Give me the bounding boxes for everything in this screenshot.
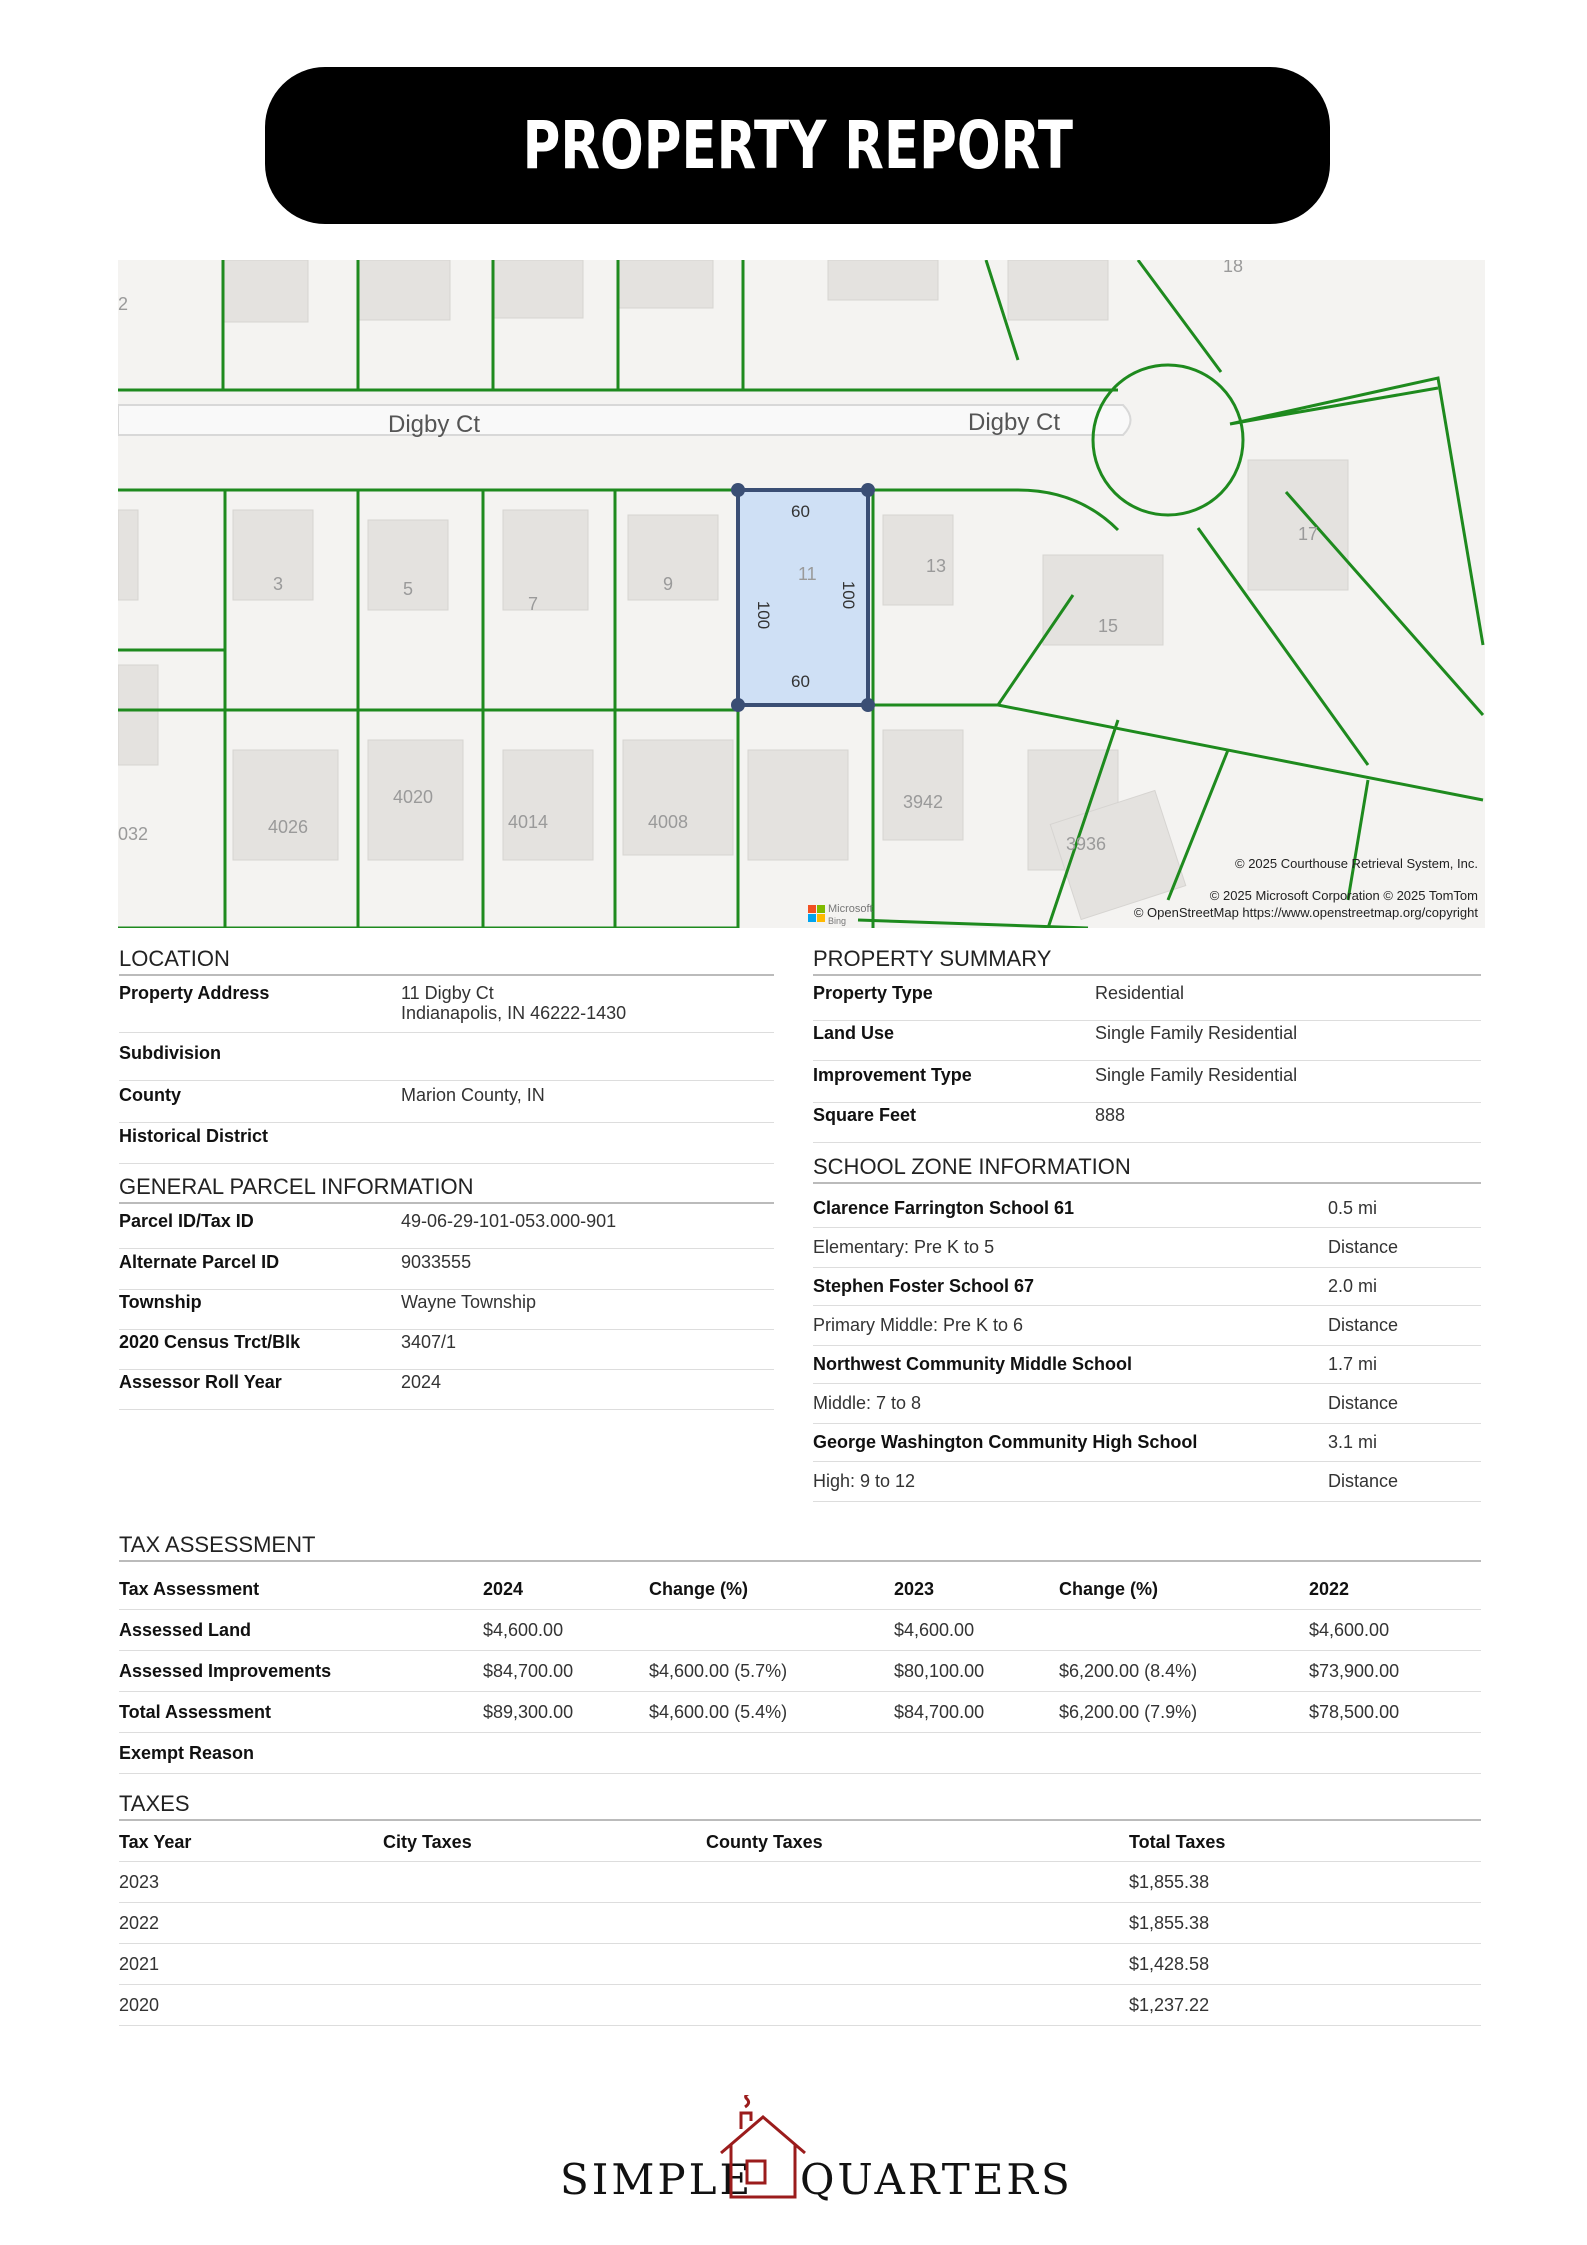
school-row bbox=[813, 1384, 1481, 1424]
column-header: Change (%) bbox=[649, 1579, 748, 1599]
parcel-number: 2 bbox=[118, 294, 129, 314]
row-label: County bbox=[119, 1085, 181, 1105]
row-value: 3407/1 bbox=[401, 1332, 457, 1352]
school-level: Middle: 7 to 8 bbox=[813, 1393, 922, 1413]
table-cell: $4,600.00 bbox=[1309, 1619, 1390, 1640]
school-distance: 2.0 mi bbox=[1328, 1276, 1378, 1296]
row-value: 11 Digby Ct bbox=[401, 983, 494, 1003]
column-header: Total Taxes bbox=[1129, 1832, 1226, 1852]
parcel-map[interactable] bbox=[118, 260, 1485, 928]
row-label: Square Feet bbox=[813, 1105, 917, 1125]
distance-label: Distance bbox=[1328, 1237, 1399, 1257]
table-cell: $89,300.00 bbox=[483, 1701, 574, 1722]
row-label: Assessed Improvements bbox=[119, 1660, 332, 1681]
row-label: Improvement Type bbox=[813, 1065, 972, 1085]
table-row bbox=[119, 1692, 1481, 1733]
row-label: Property Address bbox=[119, 983, 270, 1003]
general-parcel-title: GENERAL PARCEL INFORMATION bbox=[119, 1174, 774, 1204]
parcel-number: 3942 bbox=[903, 792, 944, 812]
school-row bbox=[813, 1268, 1481, 1306]
parcel-row bbox=[119, 1211, 774, 1249]
location-row bbox=[119, 1043, 774, 1081]
column-header: 2022 bbox=[1309, 1579, 1350, 1599]
school-row bbox=[813, 1424, 1481, 1462]
row-label: Parcel ID/Tax ID bbox=[119, 1211, 254, 1231]
summary-row bbox=[813, 1105, 1481, 1143]
table-row bbox=[119, 1985, 1481, 2026]
school-row bbox=[813, 1228, 1481, 1268]
parcel-number: 3 bbox=[273, 574, 284, 594]
column-header: County Taxes bbox=[706, 1832, 823, 1852]
column-header: 2023 bbox=[894, 1579, 935, 1599]
school-row bbox=[813, 1306, 1481, 1346]
table-cell: $6,200.00 (8.4%) bbox=[1059, 1660, 1198, 1681]
column-header: 2024 bbox=[483, 1579, 524, 1599]
school-row bbox=[813, 1346, 1481, 1384]
parcel-number: 4020 bbox=[393, 787, 434, 807]
table-cell: 2023 bbox=[119, 1871, 160, 1892]
table-row bbox=[119, 1862, 1481, 1903]
school-name: Northwest Community Middle School bbox=[813, 1354, 1133, 1374]
table-cell: $4,600.00 (5.7%) bbox=[649, 1660, 788, 1681]
table-cell: $73,900.00 bbox=[1309, 1660, 1400, 1681]
column-header: City Taxes bbox=[383, 1832, 472, 1852]
taxes-title: TAXES bbox=[119, 1791, 1481, 1821]
row-value: Indianapolis, IN 46222-1430 bbox=[401, 1003, 627, 1023]
school-distance: 0.5 mi bbox=[1328, 1198, 1378, 1218]
table-header-row bbox=[119, 1824, 1481, 1862]
row-label: Land Use bbox=[813, 1023, 895, 1043]
table-cell: $4,600.00 bbox=[483, 1619, 564, 1640]
row-label: Assessed Land bbox=[119, 1619, 252, 1640]
parcel-number: 4008 bbox=[648, 812, 689, 832]
parcel-number: 4026 bbox=[268, 817, 309, 837]
column-header: Change (%) bbox=[1059, 1579, 1158, 1599]
school-level: Elementary: Pre K to 5 bbox=[813, 1237, 995, 1257]
summary-row bbox=[813, 983, 1481, 1021]
row-label: 2020 Census Trct/Blk bbox=[119, 1332, 301, 1352]
location-row bbox=[119, 983, 774, 1033]
table-cell: $78,500.00 bbox=[1309, 1701, 1400, 1722]
school-level: Primary Middle: Pre K to 6 bbox=[813, 1315, 1024, 1335]
row-value: 49-06-29-101-053.000-901 bbox=[401, 1211, 617, 1231]
table-cell: $80,100.00 bbox=[894, 1660, 985, 1681]
row-label: Township bbox=[119, 1292, 202, 1312]
row-value: Marion County, IN bbox=[401, 1085, 545, 1105]
table-cell: $84,700.00 bbox=[483, 1660, 574, 1681]
tax-assessment-table bbox=[119, 1570, 1481, 1774]
table-cell: $4,600.00 bbox=[894, 1619, 975, 1640]
parcel-dim-bottom: 60 bbox=[791, 672, 810, 691]
row-label: Exempt Reason bbox=[119, 1742, 255, 1763]
table-cell: $4,600.00 (5.4%) bbox=[649, 1701, 788, 1722]
table-cell: $1,237.22 bbox=[1129, 1994, 1210, 2015]
row-value: Single Family Residential bbox=[1095, 1023, 1298, 1043]
title-banner bbox=[265, 67, 1330, 224]
row-value: Residential bbox=[1095, 983, 1185, 1003]
parcel-row bbox=[119, 1252, 774, 1290]
distance-label: Distance bbox=[1328, 1315, 1399, 1335]
taxes-table bbox=[119, 1824, 1481, 2026]
page-title: PROPERTY REPORT bbox=[522, 107, 1073, 184]
parcel-number: 7 bbox=[528, 594, 539, 614]
location-title: LOCATION bbox=[119, 946, 774, 976]
map-attribution: © OpenStreetMap https://www.openstreetmap.org/copyright bbox=[1133, 905, 1478, 920]
school-name: Stephen Foster School 67 bbox=[813, 1276, 1035, 1296]
street-label: Digby Ct bbox=[388, 411, 481, 438]
parcel-row bbox=[119, 1372, 774, 1410]
property-summary-title: PROPERTY SUMMARY bbox=[813, 946, 1481, 976]
parcel-number: 18 bbox=[1223, 260, 1244, 276]
parcel-number: 13 bbox=[926, 556, 947, 576]
parcel-number: 032 bbox=[118, 824, 149, 844]
school-zone-table bbox=[813, 1190, 1481, 1502]
row-label: Alternate Parcel ID bbox=[119, 1252, 280, 1272]
row-label: Assessor Roll Year bbox=[119, 1372, 282, 1392]
location-row bbox=[119, 1085, 774, 1123]
parcel-dim-left: 100 bbox=[754, 600, 773, 630]
tax-assessment-title: TAX ASSESSMENT bbox=[119, 1532, 1481, 1562]
map-attribution: © 2025 Courthouse Retrieval System, Inc. bbox=[1235, 856, 1478, 871]
location-row bbox=[119, 1126, 774, 1164]
school-row bbox=[813, 1462, 1481, 1502]
row-value: 888 bbox=[1095, 1105, 1126, 1125]
parcel-number: 5 bbox=[403, 579, 414, 599]
table-row bbox=[119, 1903, 1481, 1944]
table-cell: $1,428.58 bbox=[1129, 1953, 1210, 1974]
house-icon bbox=[717, 2095, 809, 2203]
row-value: 2024 bbox=[401, 1372, 442, 1392]
bing-label: Microsoft bbox=[828, 903, 873, 915]
row-value: Wayne Township bbox=[401, 1292, 537, 1312]
parcel-dim-top: 60 bbox=[791, 502, 810, 521]
parcel-number: 9 bbox=[663, 574, 674, 594]
column-header: Tax Year bbox=[119, 1832, 192, 1852]
summary-row bbox=[813, 1023, 1481, 1061]
table-cell: $1,855.38 bbox=[1129, 1871, 1210, 1892]
school-row bbox=[813, 1190, 1481, 1228]
row-label: Property Type bbox=[813, 983, 933, 1003]
school-zone-title: SCHOOL ZONE INFORMATION bbox=[813, 1154, 1481, 1184]
parcel-row bbox=[119, 1332, 774, 1370]
school-name: George Washington Community High School bbox=[813, 1432, 1198, 1452]
table-cell: 2021 bbox=[119, 1953, 160, 1974]
school-distance: 3.1 mi bbox=[1328, 1432, 1378, 1452]
school-distance: 1.7 mi bbox=[1328, 1354, 1378, 1374]
table-row bbox=[119, 1610, 1481, 1651]
summary-row bbox=[813, 1065, 1481, 1103]
row-label: Historical District bbox=[119, 1126, 269, 1146]
table-header-row bbox=[119, 1570, 1481, 1610]
row-value: 9033555 bbox=[401, 1252, 472, 1272]
distance-label: Distance bbox=[1328, 1471, 1399, 1491]
table-cell: $6,200.00 (7.9%) bbox=[1059, 1701, 1198, 1722]
parcel-number: 17 bbox=[1298, 524, 1319, 544]
logo-text-left: SIMPLE bbox=[560, 2155, 754, 2204]
table-row bbox=[119, 1733, 1481, 1774]
bing-label: Bing bbox=[828, 916, 847, 926]
table-cell: 2022 bbox=[119, 1912, 160, 1933]
simple-quarters-logo bbox=[560, 2095, 1073, 2205]
parcel-number: 15 bbox=[1098, 616, 1119, 636]
parcel-row bbox=[119, 1292, 774, 1330]
logo-text-right: QUARTERS bbox=[800, 2155, 1073, 2204]
parcel-number: 3936 bbox=[1066, 834, 1107, 854]
parcel-dim-right: 100 bbox=[839, 580, 858, 610]
street-label: Digby Ct bbox=[968, 409, 1061, 436]
table-row bbox=[119, 1651, 1481, 1692]
column-header: Tax Assessment bbox=[119, 1579, 260, 1599]
row-value: Single Family Residential bbox=[1095, 1065, 1298, 1085]
map-attribution: © 2025 Microsoft Corporation © 2025 TomTom bbox=[1209, 888, 1478, 903]
row-label: Subdivision bbox=[119, 1043, 222, 1063]
table-cell: $1,855.38 bbox=[1129, 1912, 1210, 1933]
row-label: Total Assessment bbox=[119, 1701, 272, 1722]
table-row bbox=[119, 1944, 1481, 1985]
table-cell: 2020 bbox=[119, 1994, 160, 2015]
school-level: High: 9 to 12 bbox=[813, 1471, 916, 1491]
school-name: Clarence Farrington School 61 bbox=[813, 1198, 1075, 1218]
parcel-number: 11 bbox=[798, 564, 817, 584]
table-cell: $84,700.00 bbox=[894, 1701, 985, 1722]
map-canvas bbox=[118, 260, 1485, 928]
distance-label: Distance bbox=[1328, 1393, 1399, 1413]
parcel-number: 4014 bbox=[508, 812, 549, 832]
